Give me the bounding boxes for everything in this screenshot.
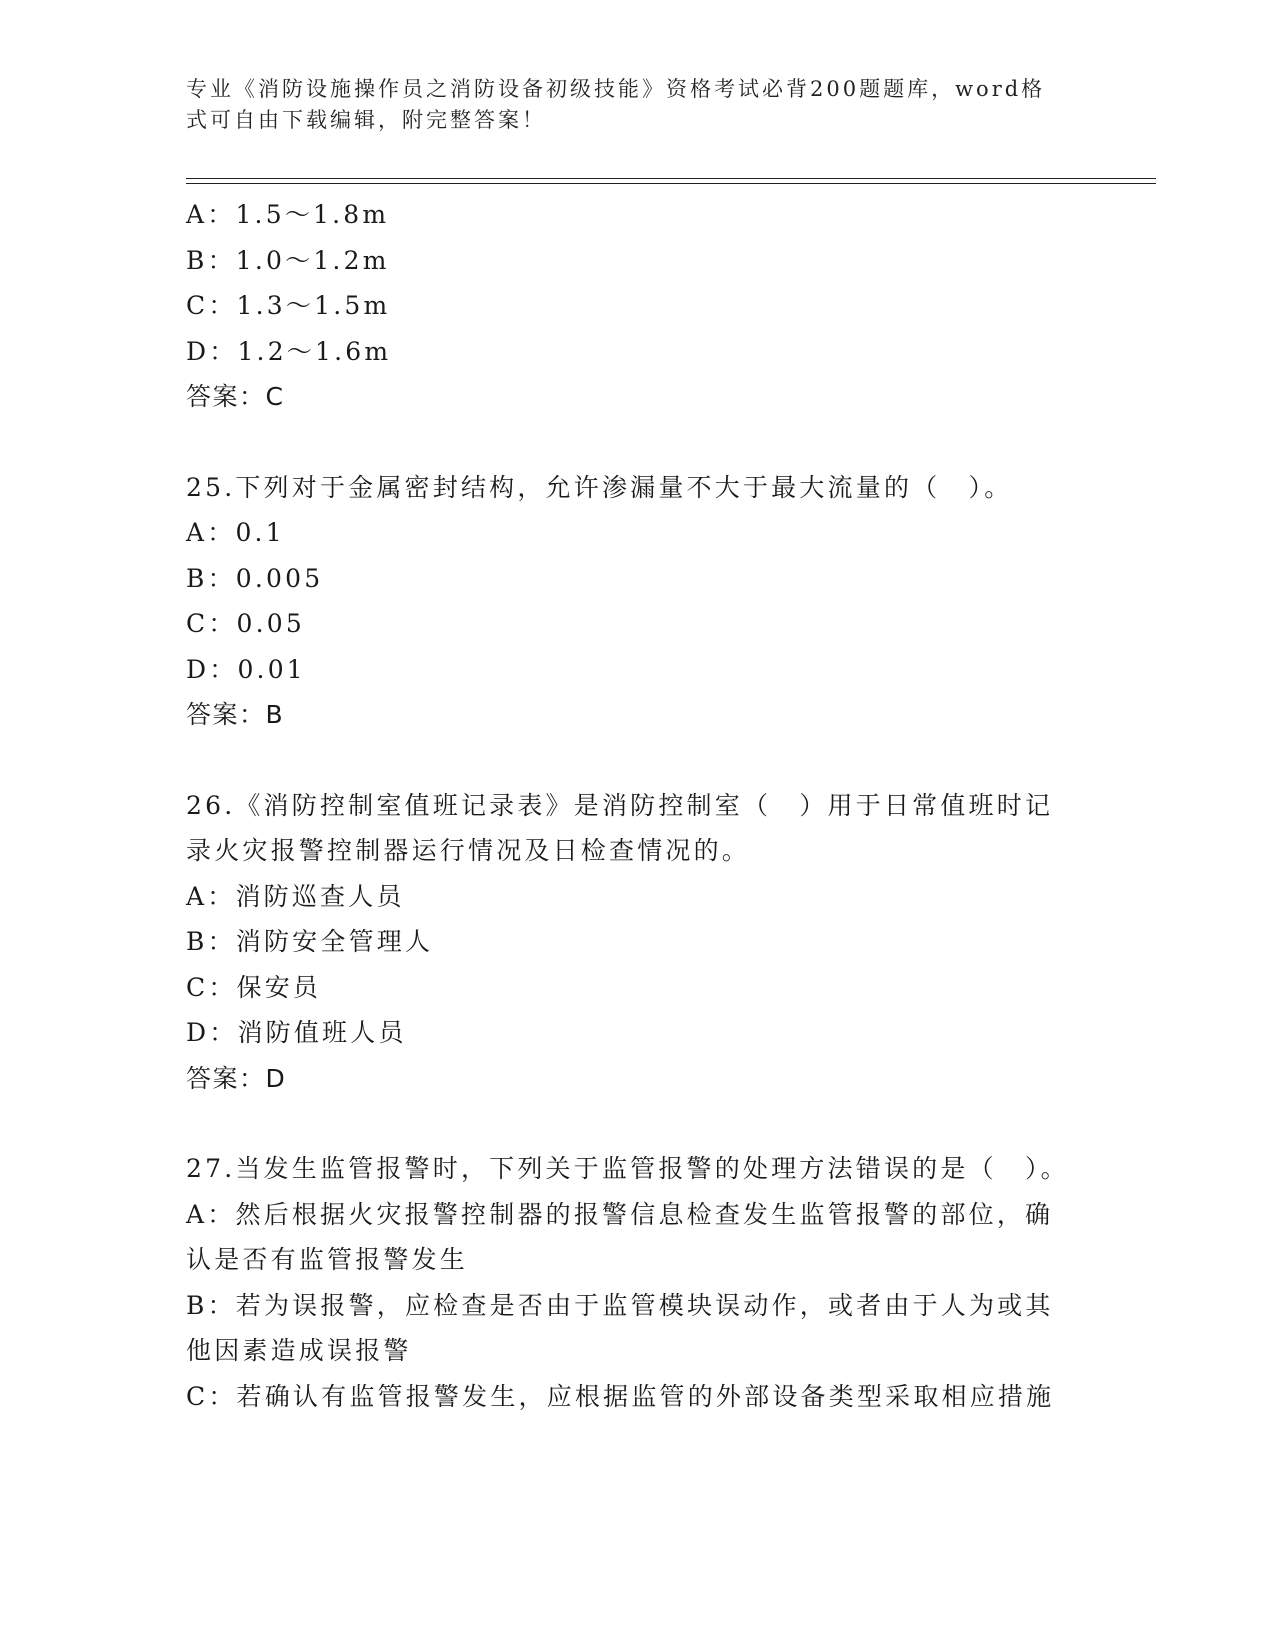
option-c: C：若确认有监管报警发生，应根据监管的外部设备类型采取相应措施 <box>186 1381 1055 1411</box>
option-c: C：0.05 <box>186 609 305 638</box>
option-d: D：消防值班人员 <box>186 1018 407 1047</box>
question-24-block <box>186 192 1076 420</box>
option-a: A：然后根据火灾报警控制器的报警信息检查发生监管报警的部位，确认是否有监管报警发生 <box>186 1199 1054 1274</box>
option-a: A：1.5～1.8m <box>186 200 390 229</box>
option-b: B：消防安全管理人 <box>186 927 434 956</box>
document-header: 专业《消防设施操作员之消防设备初级技能》资格考试必背200题题库，word格式可自由下载编辑，附完整答案！ <box>186 77 1046 132</box>
option-b: B：1.0～1.2m <box>186 245 390 275</box>
question-list <box>186 192 1076 1419</box>
question-27-block <box>186 1146 1076 1419</box>
option-a: A：消防巡查人员 <box>186 881 405 911</box>
option-c: C：保安员 <box>186 972 322 1002</box>
header-divider-top <box>186 178 1156 179</box>
question-25-block <box>186 465 1076 738</box>
option-c: C：1.3～1.5m <box>186 291 391 320</box>
question-text: 25.下列对于金属密封结构，允许渗漏量不大于最大流量的（ ）。 <box>186 472 1013 502</box>
spacer <box>186 420 1076 465</box>
option-b: B：若为误报警，应检查是否由于监管模块误动作，或者由于人为或其他因素造成误报警 <box>186 1290 1054 1365</box>
spacer <box>186 1101 1076 1146</box>
question-text: 26.《消防控制室值班记录表》是消防控制室（ ）用于日常值班时记录火灾报警控制器运行情况及日检查情况的。 <box>186 790 1054 865</box>
option-d: D：1.2～1.6m <box>186 336 392 366</box>
header-divider-bottom <box>186 183 1156 184</box>
spacer <box>186 738 1076 783</box>
option-a: A：0.1 <box>186 518 285 547</box>
question-26-block <box>186 783 1076 1102</box>
answer-line: 答案：B <box>186 700 285 729</box>
option-b: B：0.005 <box>186 563 324 593</box>
answer-line: 答案：D <box>186 1063 287 1093</box>
answer-line: 答案：C <box>186 382 285 411</box>
option-d: D：0.01 <box>186 654 306 684</box>
question-text: 27.当发生监管报警时，下列关于监管报警的处理方法错误的是（ ）。 <box>186 1154 1069 1183</box>
